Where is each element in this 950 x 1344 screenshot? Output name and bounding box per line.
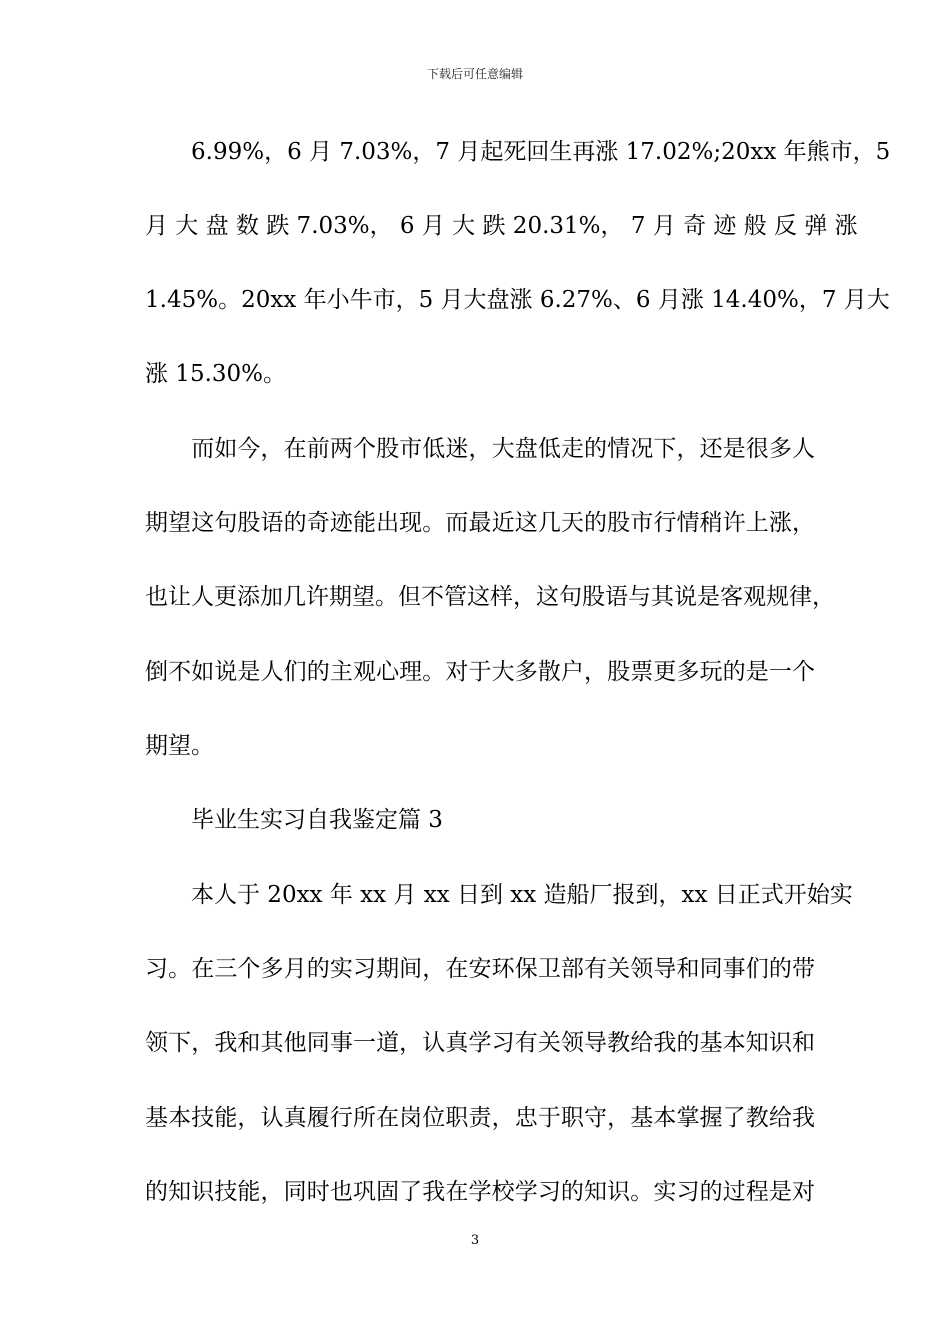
body-line: 1.45%。20xx 年小牛市，5 月大盘涨 6.27%、6 月涨 14.40%，7 月大 [145, 287, 890, 313]
body-line: 而如今，在前两个股市低迷，大盘低走的情况下，还是很多人 [145, 436, 815, 462]
body-line: 也让人更添加几许期望。但不管这样，这句股语与其说是客观规律， [145, 584, 835, 610]
body-line: 涨 15.30%。 [145, 361, 287, 387]
body-line: 期望。 [145, 733, 214, 759]
body-line: 基本技能，认真履行所在岗位职责，忠于职守，基本掌握了教给我 [145, 1105, 815, 1131]
header-note: 下载后可任意编辑 [426, 67, 523, 81]
body-line: 习。在三个多月的实习期间，在安环保卫部有关领导和同事们的带 [145, 956, 815, 982]
page-number: 3 [470, 1233, 480, 1248]
body-line: 月 大 盘 数 跌 7.03%， 6 月 大 跌 20.31%， 7 月 奇 迹 般 反 弹 涨 [145, 213, 858, 239]
body-line: 本人于 20xx 年 xx 月 xx 日到 xx 造船厂报到，xx 日正式开始实 [145, 882, 853, 908]
body-line: 倒不如说是人们的主观心理。对于大多散户，股票更多玩的是一个 [145, 659, 815, 685]
body-line: 期望这句股语的奇迹能出现。而最近这几天的股市行情稍许上涨， [145, 510, 815, 536]
body-line: 6.99%，6 月 7.03%，7 月起死回生再涨 17.02%;20xx 年熊市，5 [145, 139, 891, 165]
body-line: 的知识技能，同时也巩固了我在学校学习的知识。实习的过程是对 [145, 1179, 815, 1205]
section-heading: 毕业生实习自我鉴定篇 3 [145, 807, 443, 833]
body-line: 领下，我和其他同事一道，认真学习有关领导教给我的基本知识和 [145, 1030, 815, 1056]
